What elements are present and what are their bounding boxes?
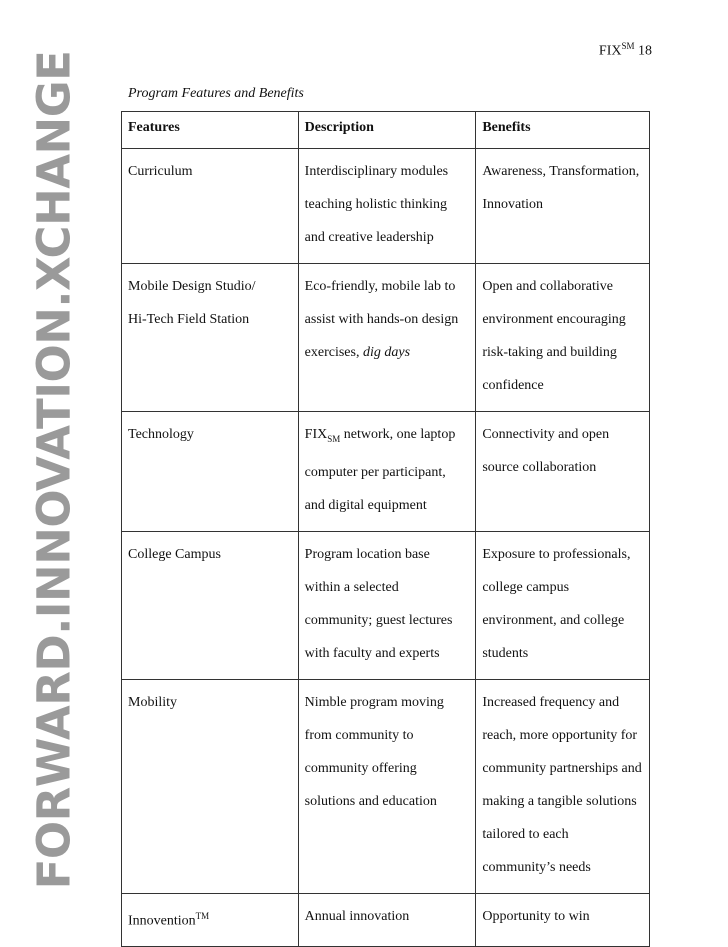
benefits-line: risk-taking and building [482, 345, 617, 360]
benefits-line: Awareness, Transformation, [482, 164, 640, 179]
table-row [122, 531, 650, 679]
description-brand-sub: SM [327, 433, 341, 444]
description-line: Nimble program moving [304, 694, 444, 710]
benefits-cell [476, 149, 650, 264]
table-row [122, 412, 650, 532]
description-line: and digital equipment [304, 497, 427, 513]
table-row [122, 264, 650, 412]
description-line: from community to [304, 727, 414, 743]
table-row [122, 893, 650, 947]
feature-cell [122, 679, 299, 893]
description-cell [298, 531, 476, 679]
page-header [599, 41, 652, 60]
feature-cell [122, 412, 299, 532]
description-line: and creative leadership [304, 230, 434, 245]
feature-cell [122, 149, 299, 264]
description-line: with faculty and experts [304, 645, 440, 661]
benefits-line: students [482, 645, 529, 661]
benefits-cell [476, 264, 650, 412]
description-cell [298, 679, 476, 893]
benefits-line: Exposure to professionals, [482, 546, 631, 562]
description-line: within a selected [304, 579, 399, 595]
description-line: assist with hands-on design [304, 312, 459, 327]
description-line [305, 418, 470, 456]
benefits-line: confidence [482, 378, 544, 393]
table-caption: Program Features and Benefits [128, 86, 304, 101]
description-cell [298, 149, 476, 264]
table-header-row [122, 112, 650, 149]
description-brand: FIX [304, 427, 328, 442]
description-cell [298, 412, 476, 532]
benefits-line: reach, more opportunity for [482, 727, 638, 743]
column-header-description: Description [298, 112, 476, 149]
column-header-benefits: Benefits [476, 112, 650, 149]
trademark-sup: TM [195, 910, 210, 921]
benefits-line: community’s needs [482, 859, 591, 875]
feature-cell [122, 531, 299, 679]
description-line: Program location base [304, 546, 430, 562]
feature-text [128, 900, 292, 938]
benefits-line: tailored to each [482, 826, 569, 842]
description-italic-text: dig days [362, 345, 411, 360]
benefits-line: Innovation [482, 197, 543, 212]
benefits-line: source collaboration [482, 460, 597, 475]
description-cell [298, 264, 476, 412]
benefits-line: Open and collaborative [482, 279, 613, 294]
benefits-line: Connectivity and open [482, 427, 610, 442]
header-brand: FIX [598, 43, 622, 59]
description-cell [298, 893, 476, 947]
benefits-cell [476, 679, 650, 893]
benefits-cell [476, 412, 650, 532]
benefits-line: making a tangible solutions [482, 793, 637, 809]
benefits-cell [476, 531, 650, 679]
benefits-line: environment encouraging [482, 312, 626, 327]
column-header-features: Features [122, 112, 299, 149]
sidebar-brand-text: FORWARD.INNOVATION.XCHANGE [27, 50, 81, 890]
description-line: Interdisciplinary modules [304, 164, 449, 179]
feature-cell [122, 264, 299, 412]
feature-cell [122, 893, 299, 947]
benefits-line: community partnerships and [482, 760, 642, 776]
description-line: solutions and education [304, 793, 437, 809]
feature-text: Hi-Tech Field Station [128, 312, 250, 327]
page-number: 18 [638, 43, 652, 59]
feature-text: Mobility [128, 694, 178, 710]
benefits-line: college campus [482, 579, 570, 595]
features-table [121, 111, 650, 947]
description-line: community; guest lectures [304, 612, 453, 628]
feature-text: Technology [128, 427, 194, 442]
benefits-cell [476, 893, 650, 947]
benefits-line: Increased frequency and [482, 694, 620, 710]
feature-text: Curriculum [128, 164, 193, 179]
feature-text: College Campus [128, 546, 221, 562]
benefits-line: Opportunity to win [482, 908, 590, 924]
feature-text: Mobile Design Studio/ [128, 279, 256, 294]
description-text: exercises, [304, 345, 363, 360]
benefits-line: environment, and college [482, 612, 625, 628]
description-line: community offering [304, 760, 417, 776]
description-line [305, 336, 470, 369]
header-brand-sup: SM [621, 41, 635, 51]
description-line: computer per participant, [304, 464, 446, 480]
description-text: network, one laptop [340, 427, 456, 442]
sidebar-watermark [14, 50, 94, 890]
description-line: Eco-friendly, mobile lab to [304, 279, 456, 294]
feature-name: Innovention [128, 913, 196, 929]
description-line: Annual innovation [304, 908, 410, 924]
table-row [122, 679, 650, 893]
table-row [122, 149, 650, 264]
description-line: teaching holistic thinking [304, 197, 447, 212]
